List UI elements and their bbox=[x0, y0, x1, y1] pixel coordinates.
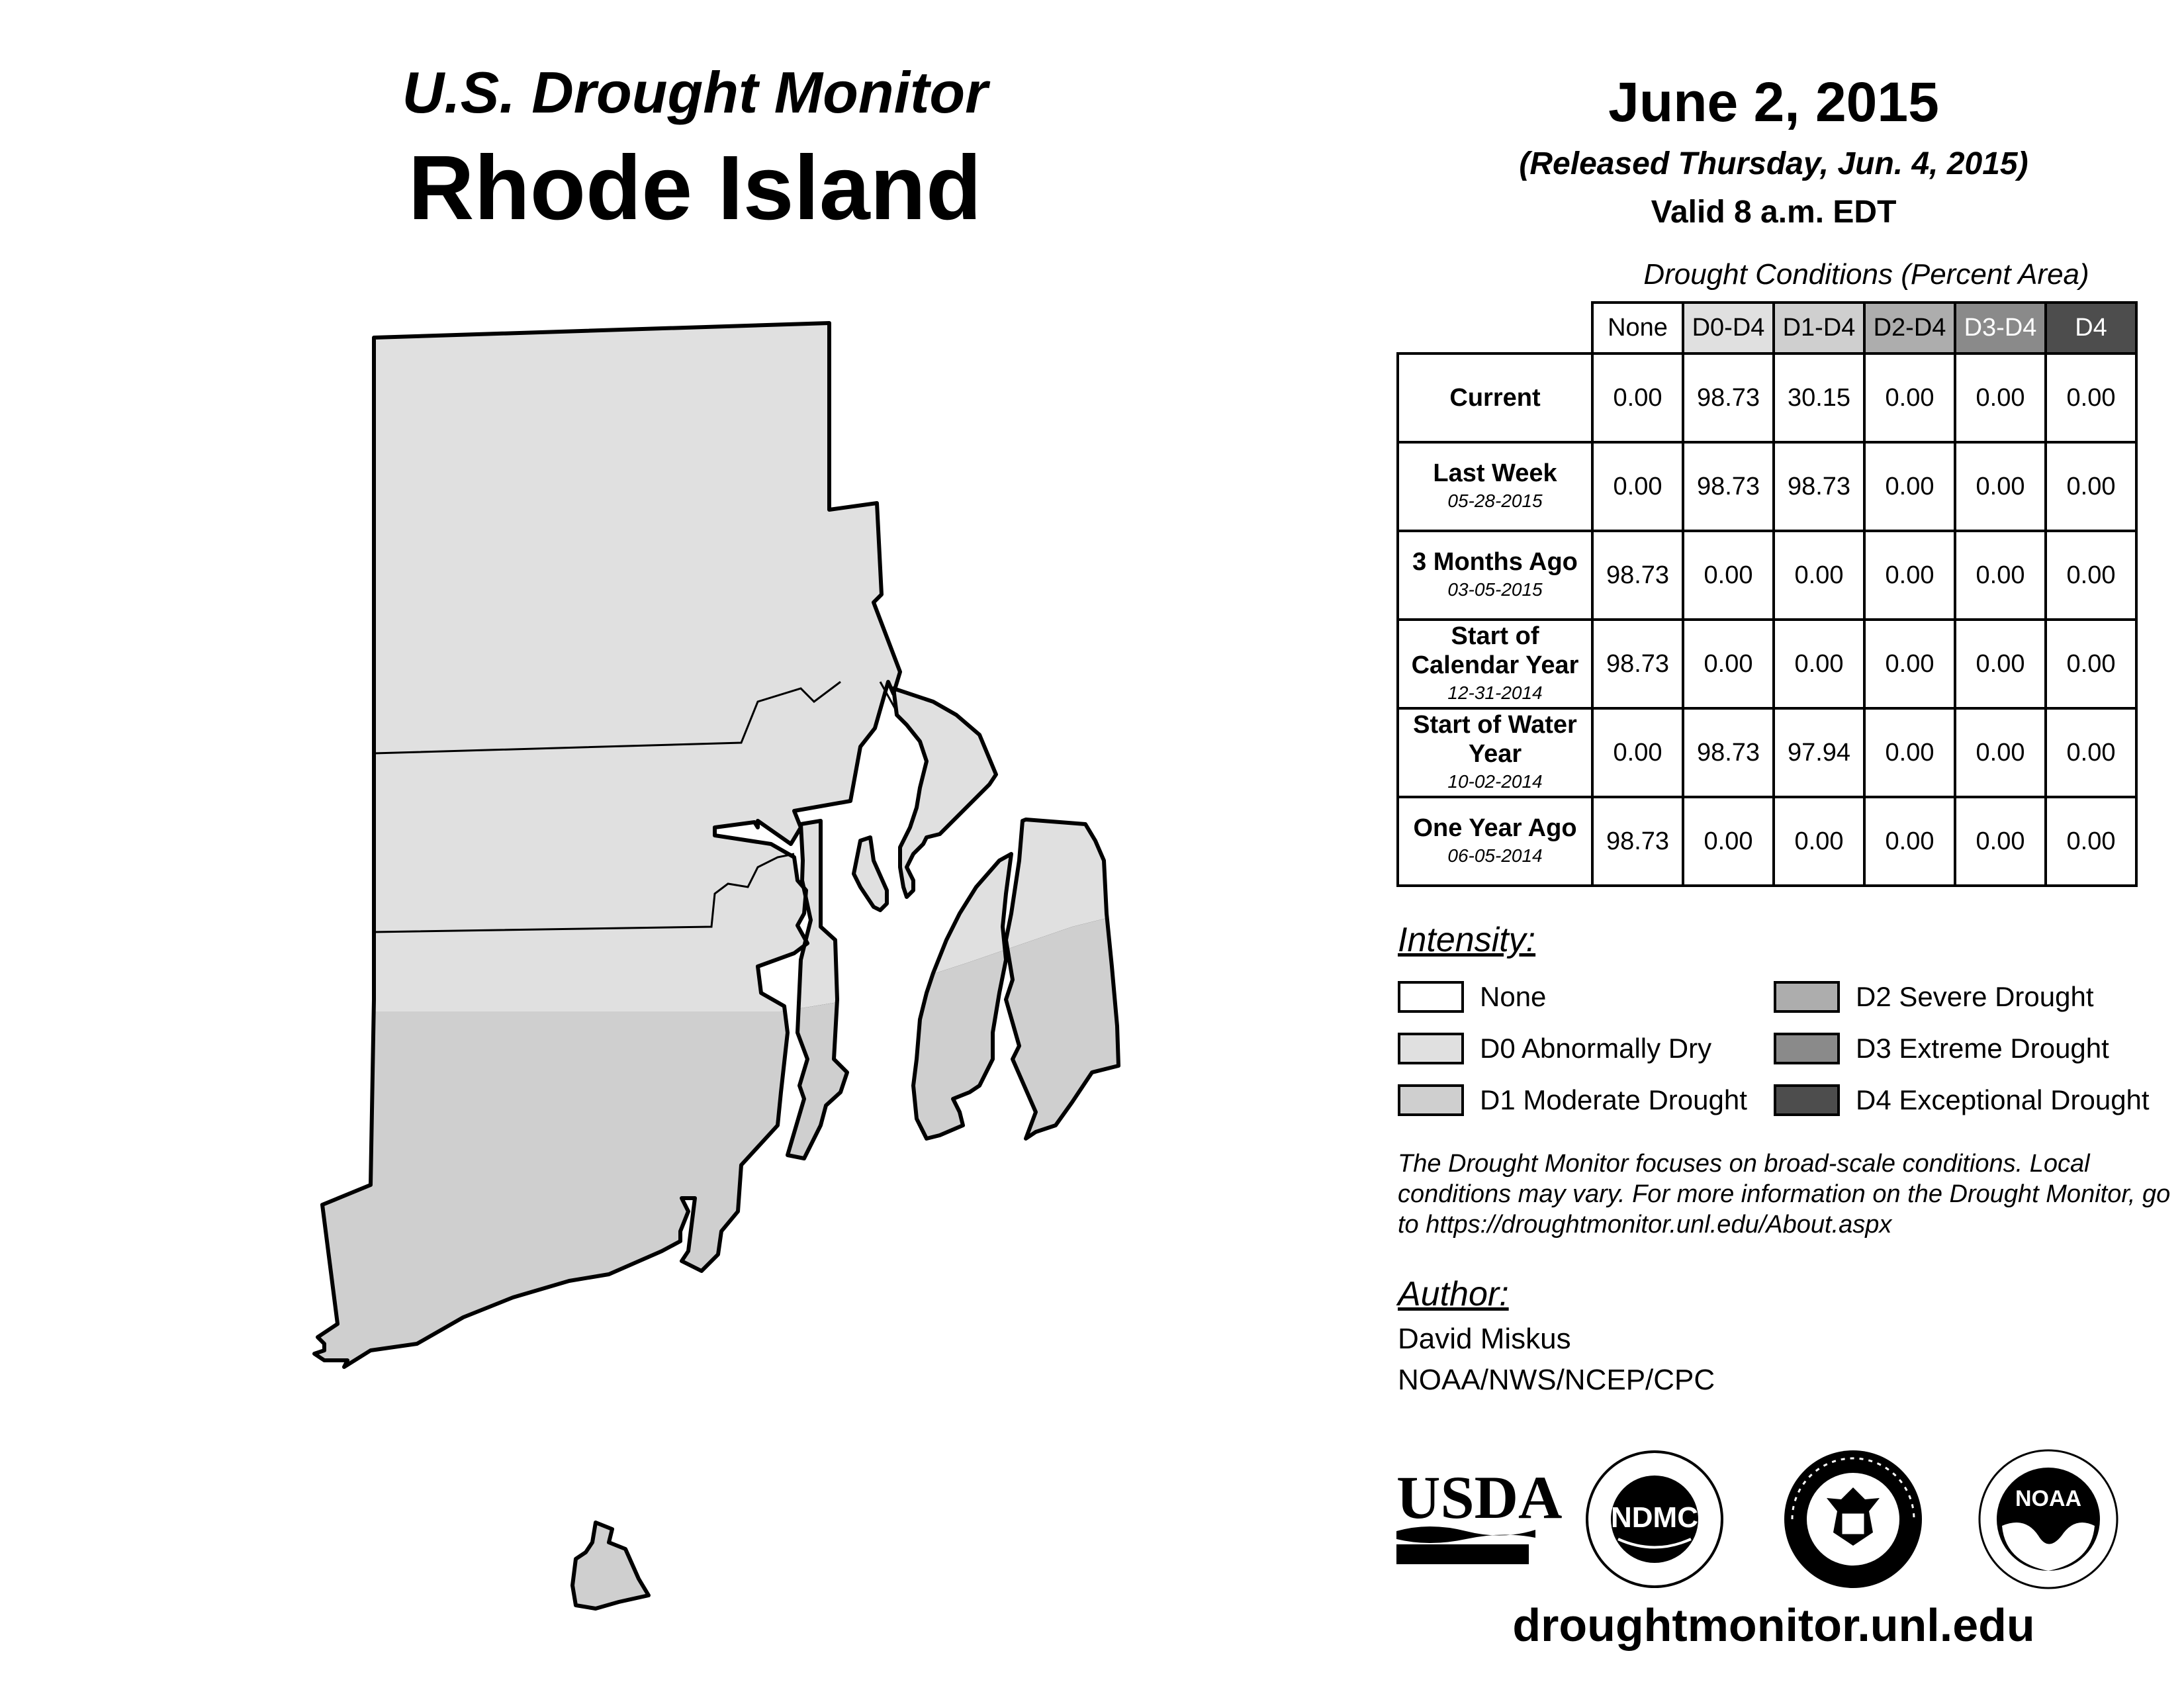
col-d2-d4: D2-D4 bbox=[1864, 303, 1955, 353]
table-cell: 0.00 bbox=[1864, 353, 1955, 442]
legend-item-d3 bbox=[1774, 1030, 2109, 1067]
table-cell: 0.00 bbox=[1592, 442, 1683, 531]
date-header bbox=[1410, 69, 2138, 236]
drought-conditions-table bbox=[1396, 301, 2138, 887]
row-label bbox=[1398, 620, 1592, 708]
table-cell: 0.00 bbox=[1683, 620, 1774, 708]
ndmc-logo-text: NDMC bbox=[1611, 1501, 1698, 1534]
table-cell: 98.73 bbox=[1683, 708, 1774, 797]
table-cell: 0.00 bbox=[1955, 797, 2046, 886]
row-date: 05-28-2015 bbox=[1447, 491, 1543, 511]
author-org: NOAA/NWS/NCEP/CPC bbox=[1398, 1364, 1715, 1396]
table-row bbox=[1398, 797, 2136, 886]
legend-swatch bbox=[1398, 1084, 1464, 1116]
table-cell: 0.00 bbox=[1774, 797, 1864, 886]
legend-swatch bbox=[1774, 1033, 1840, 1064]
table-cell: 0.00 bbox=[2046, 797, 2136, 886]
legend-label: D2 Severe Drought bbox=[1856, 981, 2094, 1012]
legend-label: None bbox=[1480, 981, 1547, 1012]
legend-item-d0 bbox=[1398, 1030, 1711, 1067]
author-title: Author: bbox=[1398, 1275, 1509, 1313]
row-label bbox=[1398, 797, 1592, 886]
legend-swatch bbox=[1774, 981, 1840, 1013]
noaa-logo bbox=[1976, 1446, 2121, 1592]
col-d4: D4 bbox=[2046, 303, 2136, 353]
disclaimer-note: The Drought Monitor focuses on broad-scale conditions. Local conditions may vary. For more information on the Drought Monitor, go to https://droughtmonitor.unl.edu/About.aspx bbox=[1398, 1150, 2171, 1239]
table-cell: 98.73 bbox=[1774, 442, 1864, 531]
legend-label: D0 Abnormally Dry bbox=[1480, 1033, 1712, 1064]
valid-time: Valid 8 a.m. EDT bbox=[1651, 195, 1897, 230]
product-title: U.S. Drought Monitor bbox=[402, 60, 988, 125]
row-label-text: 3 Months Ago bbox=[1412, 548, 1578, 576]
table-cell: 0.00 bbox=[2046, 353, 2136, 442]
col-d0-d4: D0-D4 bbox=[1683, 303, 1774, 353]
row-label-text: Start of Calendar Year bbox=[1411, 622, 1579, 679]
table-row bbox=[1398, 531, 2136, 620]
table-cell: 0.00 bbox=[1864, 620, 1955, 708]
table-cell: 98.73 bbox=[1592, 531, 1683, 620]
legend-label: D3 Extreme Drought bbox=[1856, 1033, 2109, 1064]
legend-label: D4 Exceptional Drought bbox=[1856, 1084, 2150, 1115]
col-none: None bbox=[1592, 303, 1683, 353]
usda-logo-text: USDA bbox=[1396, 1464, 1563, 1531]
table-cell: 0.00 bbox=[1955, 620, 2046, 708]
table-cell: 0.00 bbox=[1955, 708, 2046, 797]
map-date: June 2, 2015 bbox=[1608, 71, 1939, 133]
legend-item-d2 bbox=[1774, 978, 2094, 1015]
row-label bbox=[1398, 531, 1592, 620]
table-row bbox=[1398, 620, 2136, 708]
table-cell: 0.00 bbox=[1774, 531, 1864, 620]
legend-item-d4 bbox=[1774, 1082, 2150, 1119]
row-date: 03-05-2015 bbox=[1447, 579, 1543, 600]
table-cell: 0.00 bbox=[1864, 708, 1955, 797]
table-cell: 0.00 bbox=[1683, 531, 1774, 620]
legend-item-d1 bbox=[1398, 1082, 1747, 1119]
table-cell: 0.00 bbox=[1592, 353, 1683, 442]
table-caption: Drought Conditions (Percent Area) bbox=[1643, 258, 2089, 291]
table-cell: 97.94 bbox=[1774, 708, 1864, 797]
table-cell: 0.00 bbox=[1864, 797, 1955, 886]
col-d1-d4: D1-D4 bbox=[1774, 303, 1864, 353]
table-cell: 0.00 bbox=[1955, 442, 2046, 531]
legend-label: D1 Moderate Drought bbox=[1480, 1084, 1747, 1115]
row-label bbox=[1398, 708, 1592, 797]
row-label-text: Start of Water Year bbox=[1413, 711, 1577, 768]
col-d3-d4: D3-D4 bbox=[1955, 303, 2046, 353]
table-cell: 0.00 bbox=[1955, 531, 2046, 620]
table-cell: 98.73 bbox=[1592, 797, 1683, 886]
website-url[interactable]: droughtmonitor.unl.edu bbox=[1512, 1599, 2035, 1651]
state-map bbox=[258, 311, 1152, 1622]
legend-swatch bbox=[1398, 981, 1464, 1013]
row-date: 10-02-2014 bbox=[1447, 771, 1543, 792]
doc-logo bbox=[1780, 1446, 1926, 1592]
row-label bbox=[1398, 353, 1592, 442]
table-cell: 0.00 bbox=[1864, 531, 1955, 620]
row-date: 12-31-2014 bbox=[1447, 682, 1543, 703]
table-cell: 0.00 bbox=[1683, 797, 1774, 886]
table-row bbox=[1398, 708, 2136, 797]
table-cell: 0.00 bbox=[1774, 620, 1864, 708]
row-label-text: Last Week bbox=[1433, 459, 1557, 487]
table-row bbox=[1398, 353, 2136, 442]
table-cell: 98.73 bbox=[1683, 442, 1774, 531]
table-cell: 98.73 bbox=[1683, 353, 1774, 442]
noaa-logo-text: NOAA bbox=[2015, 1486, 2082, 1511]
table-cell: 0.00 bbox=[1592, 708, 1683, 797]
table-cell: 0.00 bbox=[2046, 442, 2136, 531]
table-cell: 0.00 bbox=[2046, 620, 2136, 708]
table-cell: 0.00 bbox=[2046, 708, 2136, 797]
usda-logo bbox=[1396, 1464, 1563, 1566]
legend-swatch bbox=[1398, 1033, 1464, 1064]
release-date: (Released Thursday, Jun. 4, 2015) bbox=[1519, 146, 2028, 181]
map-header bbox=[265, 53, 1125, 241]
legend-swatch bbox=[1774, 1084, 1840, 1116]
ndmc-logo bbox=[1582, 1446, 1727, 1592]
table-cell: 98.73 bbox=[1592, 620, 1683, 708]
table-corner bbox=[1398, 303, 1592, 353]
table-cell: 0.00 bbox=[1955, 353, 2046, 442]
table-cell: 30.15 bbox=[1774, 353, 1864, 442]
table-header-row bbox=[1398, 303, 2136, 353]
table-cell: 0.00 bbox=[1864, 442, 1955, 531]
row-label-text: Current bbox=[1449, 384, 1541, 412]
row-date: 06-05-2014 bbox=[1447, 845, 1543, 866]
row-label bbox=[1398, 442, 1592, 531]
state-title: Rhode Island bbox=[408, 137, 982, 239]
legend-title: Intensity: bbox=[1398, 921, 1536, 959]
legend-item-none bbox=[1398, 978, 1546, 1015]
table-cell: 0.00 bbox=[2046, 531, 2136, 620]
row-label-text: One Year Ago bbox=[1413, 814, 1577, 842]
table-row bbox=[1398, 442, 2136, 531]
author-name: David Miskus bbox=[1398, 1323, 1571, 1355]
